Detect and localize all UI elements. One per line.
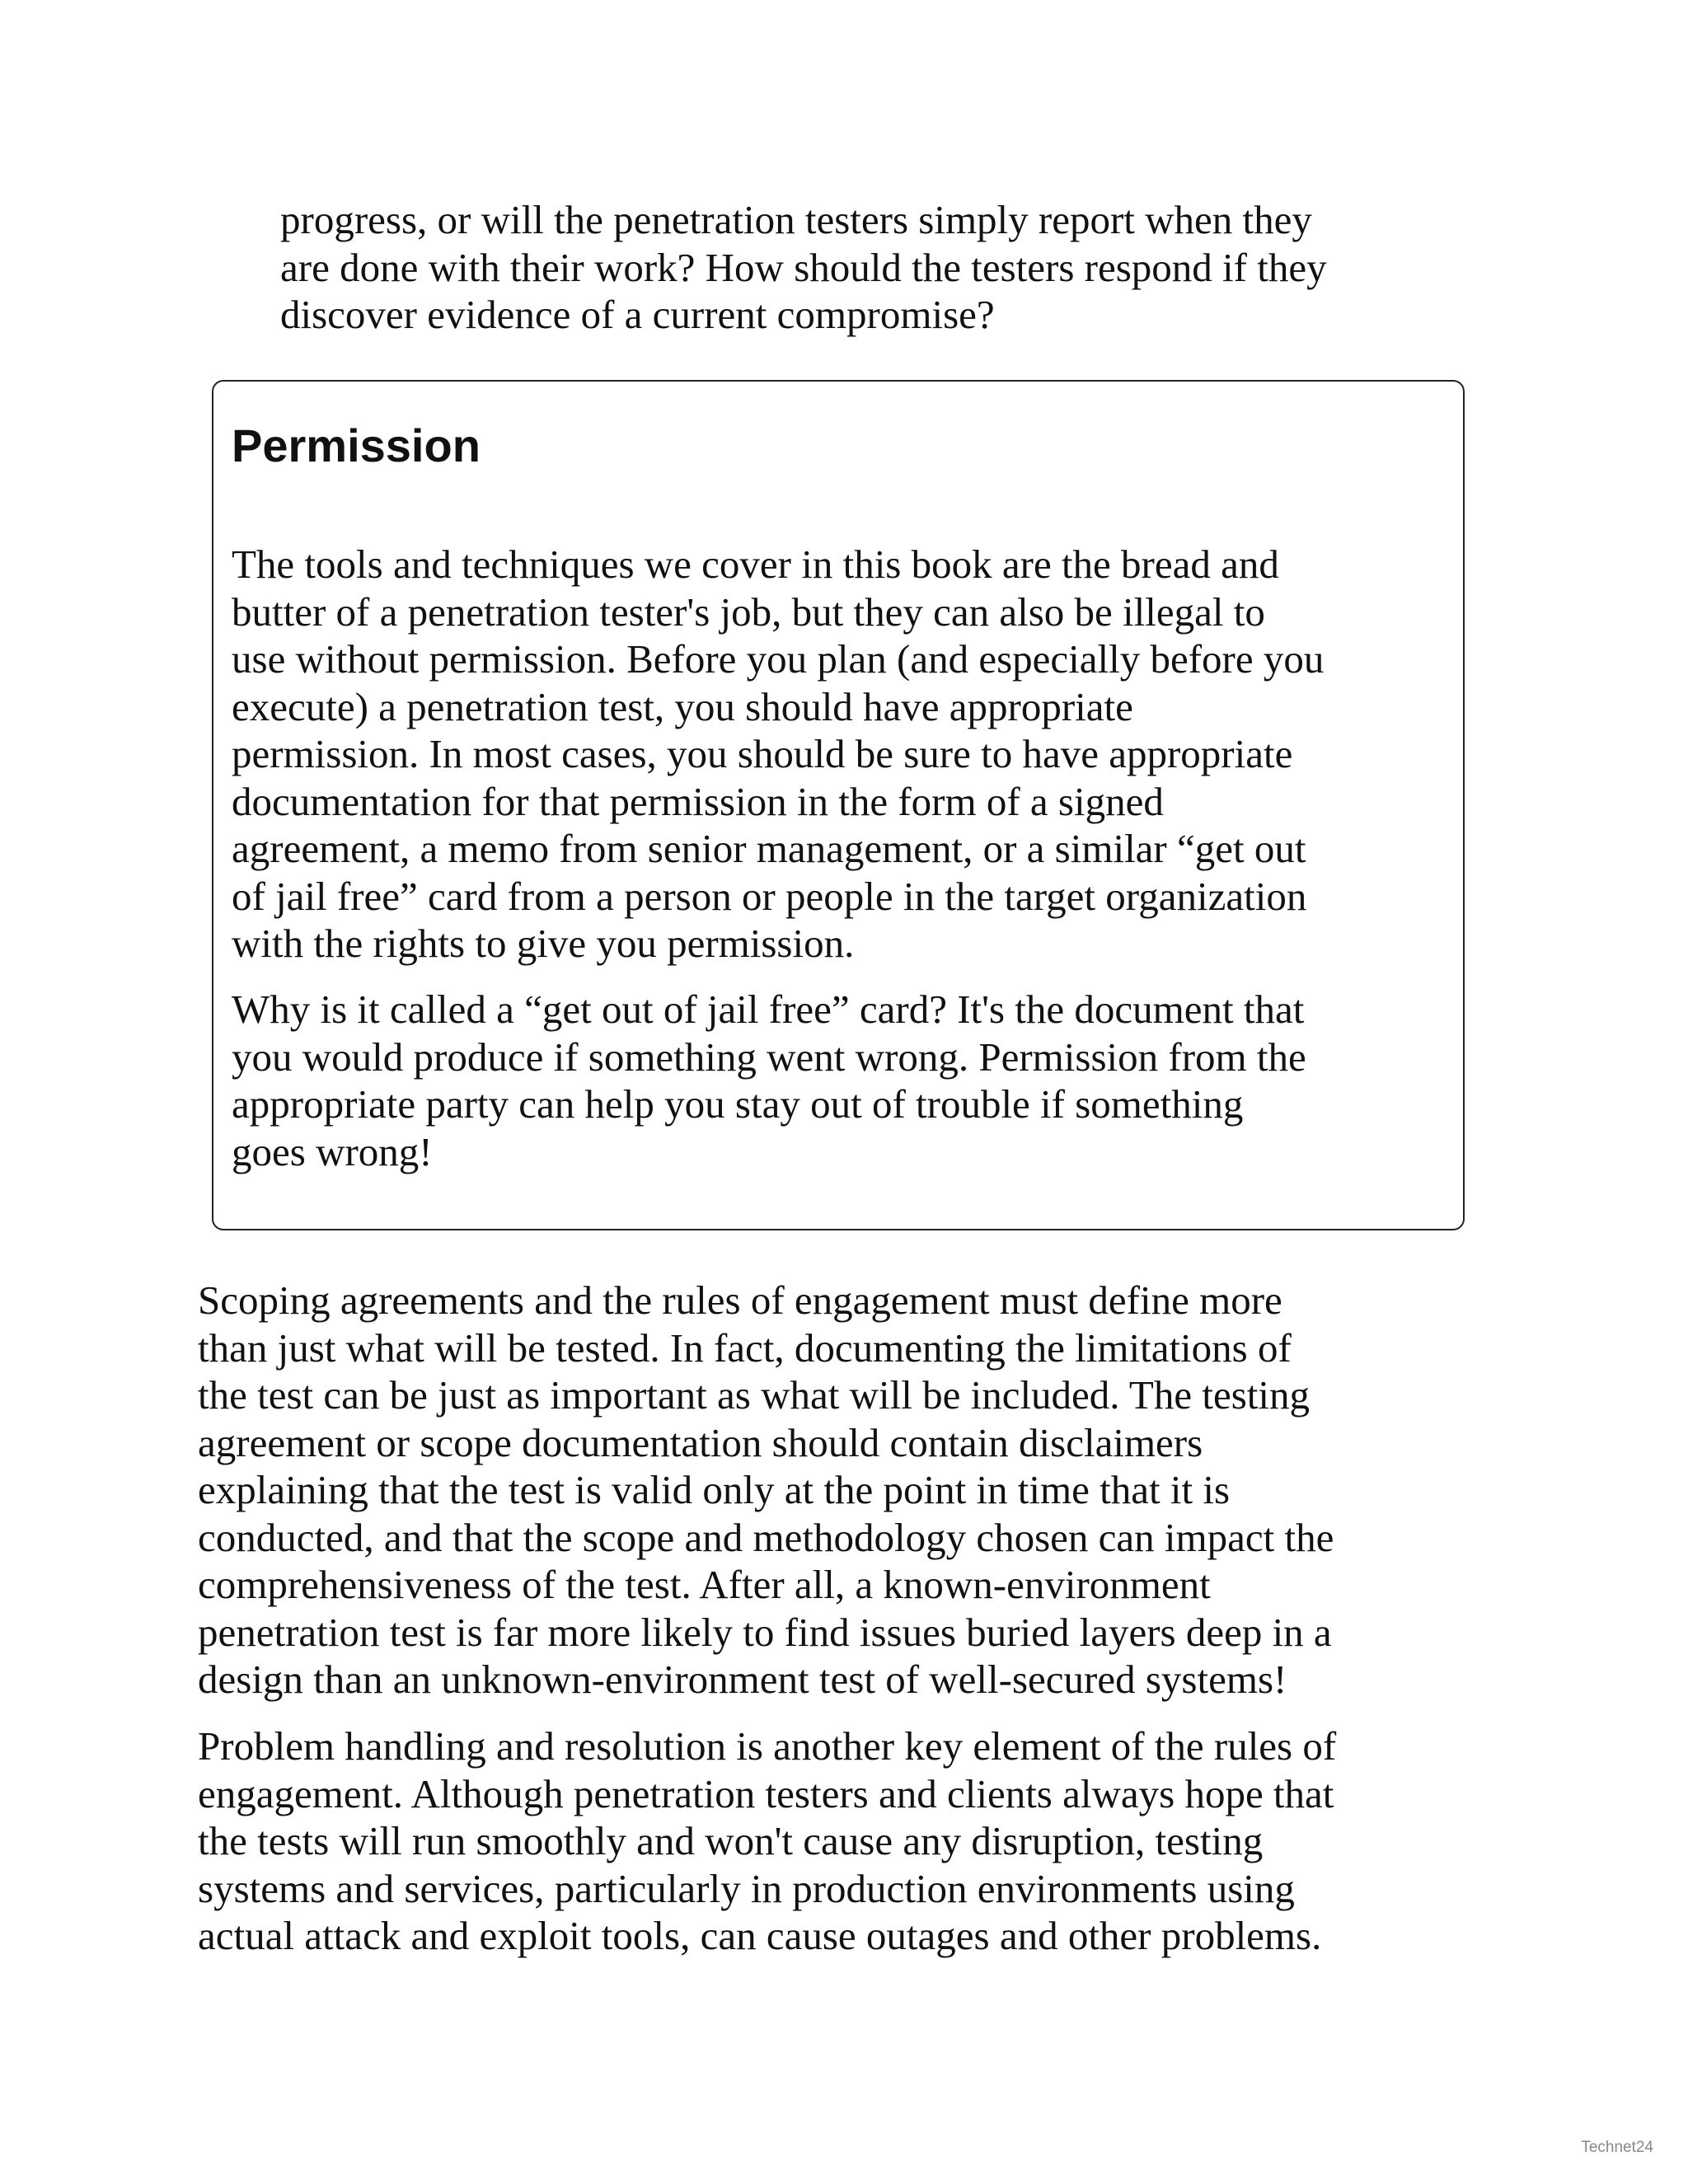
sidebar-paragraph: The tools and techniques we cover in this book are the bread and butter of a penetration tester's job, but they can also be illegal to use without permission. Before you plan (and especially before you execute) a penetration test, you should have appropriate permission. In most cases, you should be sure to have appropriate documentation for that permission in the form of a signed agreement, a memo from senior management, or a similar “get out of jail free” card from a person or people in the target organization with the rights to give you permission. [232, 541, 1325, 966]
body-paragraph: Problem handling and resolution is another key element of the rules of engagement. Although penetration testers and clients always hope that the tests will run smoothly and won't cause any disruption, testing systems and services, particularly in production environments using actual attack and exploit tools, can cause outages and other problems. [198, 1723, 1337, 1958]
sidebar-title: Permission [232, 419, 481, 471]
body-paragraph: Scoping agreements and the rules of engagement must define more than just what will be tested. In fact, documenting the limitations of the test can be just as important as what will be included. The testing agreement or scope documentation should contain disclaimers explaining that the test is valid only at the point in time that it is conducted, and that the scope and methodology chosen can impact the comprehensiveness of the test. After all, a known-environment penetration test is far more likely to find issues buried layers deep in a design than an unknown-environment test of well-secured systems! [198, 1277, 1334, 1702]
permission-sidebar [212, 380, 1465, 1230]
sidebar-paragraph: Why is it called a “get out of jail free” card? It's the document that you would produce if something went wrong. Permission from the appropriate party can help you stay out of trouble if something goes wrong! [232, 987, 1306, 1174]
continuation-paragraph: progress, or will the penetration testers simply report when they are done with their work? How should the testers respond if they discover evidence of a current compromise? [280, 197, 1327, 337]
watermark: Technet24 [1581, 2139, 1653, 2156]
